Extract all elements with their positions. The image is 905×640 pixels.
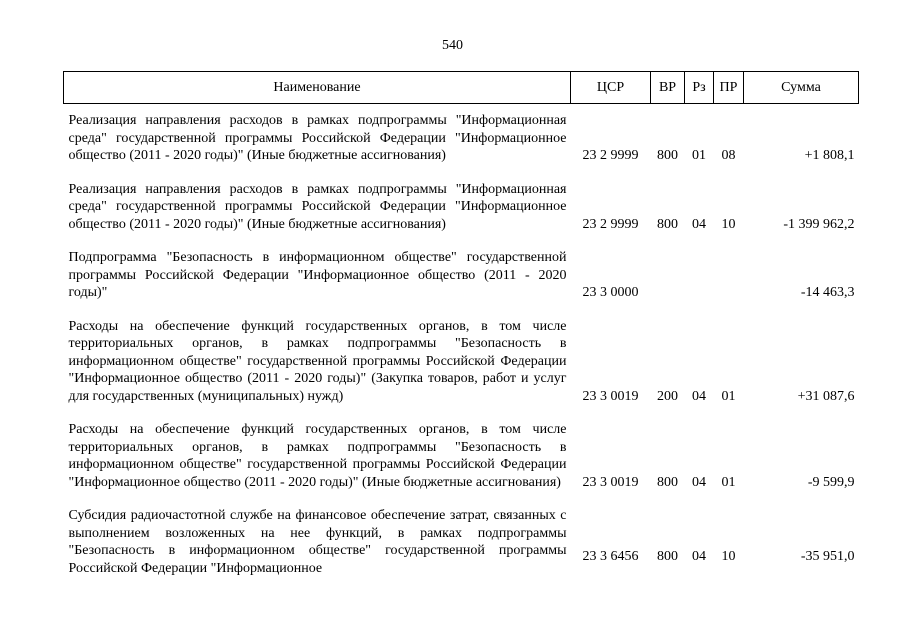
table-row bbox=[64, 310, 859, 414]
row-csr: 23 2 9999 bbox=[582, 216, 639, 232]
row-vr: 200 bbox=[657, 388, 678, 404]
row-vr: 800 bbox=[657, 148, 678, 163]
row-vr bbox=[651, 241, 685, 310]
row-csr: 23 3 0019 bbox=[582, 474, 639, 490]
row-sum: -35 951,0 bbox=[800, 548, 855, 564]
row-sum: -9 599,9 bbox=[807, 474, 855, 490]
header-rz: Рз bbox=[685, 72, 714, 104]
row-name: Подпрограмма "Безопасность в информационном обществе" государственной программы Российской Федерации "Информационное общество (2011 - 2020 годы)" bbox=[68, 250, 567, 300]
table-header-row bbox=[64, 72, 859, 104]
table-row bbox=[64, 104, 859, 173]
row-rz bbox=[685, 241, 714, 310]
row-rz: 04 bbox=[692, 474, 706, 490]
row-name: Расходы на обеспечение функций государственных органов, в том числе территориальных органов, в рамках подпрограммы "Безопасность в информационном обществе" государственной программы Российской Федерации "Информационное общество (2011 - 2020 годы)" (Закупка товаров, работ и услуг для государственных (муниципальных) нужд) bbox=[68, 318, 567, 404]
header-sum: Сумма bbox=[744, 72, 859, 104]
row-sum: +31 087,6 bbox=[797, 388, 855, 404]
row-name: Субсидия радиочастотной службе на финансовое обеспечение затрат, связанных с выполнением возложенных на нее функций, в рамках подпрограммы "Безопасность в информационном обществе" государственной программы Российской Федерации "Информационное bbox=[68, 508, 567, 576]
row-csr: 23 3 0019 bbox=[582, 388, 639, 404]
row-name: Реализация направления расходов в рамках подпрограммы "Информационная среда" государственной программы Российской Федерации "Информационное общество (2011 - 2020 годы)" (Иные бюджетные ассигнования) bbox=[68, 181, 567, 232]
header-csr: ЦСР bbox=[571, 72, 651, 104]
row-rz: 04 bbox=[692, 548, 706, 564]
row-csr: 23 3 0000 bbox=[582, 285, 639, 300]
row-pr: 10 bbox=[721, 548, 736, 564]
row-rz: 01 bbox=[692, 148, 706, 163]
row-pr: 01 bbox=[721, 388, 736, 404]
row-vr: 800 bbox=[657, 216, 678, 232]
row-name: Реализация направления расходов в рамках подпрограммы "Информационная среда" государственной программы Российской Федерации "Информационное общество (2011 - 2020 годы)" (Иные бюджетные ассигнования) bbox=[68, 113, 567, 163]
row-csr: 23 2 9999 bbox=[582, 148, 639, 163]
budget-table bbox=[63, 71, 859, 577]
page-number: 540 bbox=[442, 38, 463, 53]
row-csr: 23 3 6456 bbox=[582, 548, 639, 564]
table-row bbox=[64, 241, 859, 310]
row-pr: 08 bbox=[721, 148, 736, 163]
row-vr: 800 bbox=[657, 474, 678, 490]
row-pr: 01 bbox=[721, 474, 736, 490]
row-vr: 800 bbox=[657, 548, 678, 564]
row-name: Расходы на обеспечение функций государственных органов, в том числе территориальных органов, в рамках подпрограммы "Безопасность в информационном обществе" государственной программы Российской Федерации "Информационное общество (2011 - 2020 годы)" (Иные бюджетные ассигнования) bbox=[68, 422, 567, 490]
header-name: Наименование bbox=[64, 72, 571, 104]
row-sum: +1 808,1 bbox=[804, 148, 855, 163]
header-pr: ПР bbox=[714, 72, 744, 104]
row-sum: -1 399 962,2 bbox=[783, 216, 855, 232]
row-pr bbox=[714, 241, 744, 310]
table-row bbox=[64, 173, 859, 242]
row-sum: -14 463,3 bbox=[800, 285, 855, 300]
row-rz: 04 bbox=[692, 216, 706, 232]
table-row bbox=[64, 499, 859, 577]
row-rz: 04 bbox=[692, 388, 706, 404]
header-vr: ВР bbox=[651, 72, 685, 104]
row-pr: 10 bbox=[721, 216, 736, 232]
table-row bbox=[64, 413, 859, 499]
